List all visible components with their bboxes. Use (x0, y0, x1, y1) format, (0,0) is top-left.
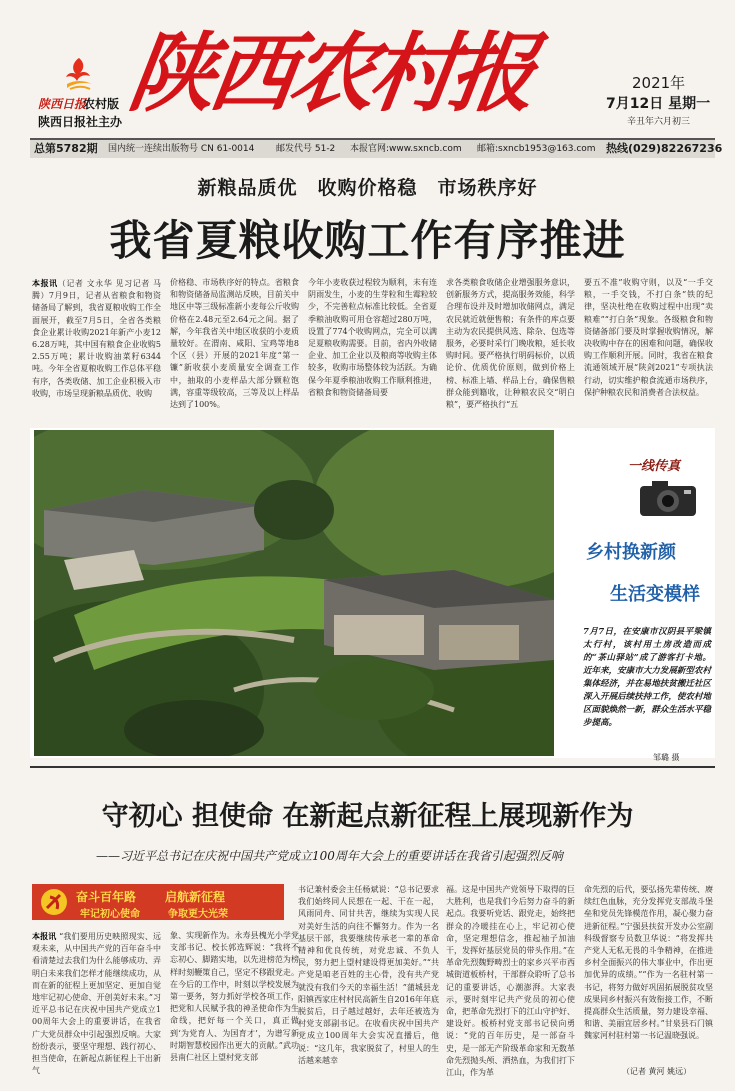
photo-tag: 一线传真 (628, 459, 681, 474)
date-lunar: 辛丑年六月初三 (627, 117, 691, 127)
second-column-4: 福。这是中国共产党领导下取得的巨大胜利，也是我们今后努力奋斗的新起点。我要听党话、跟党走，始终把群众的冷暖挂在心上，牢记初心使命，坚定理想信念，推起袖子加油干，发挥好基层党员的带头作用。”在革命先烈魏野畴烈士的家乡兴平市西城街道板桥村，干部群众聆听了总书记的重要讲话，心潮澎湃。大家表示，要时刻牢记共产党员的初心使命，把革命先烈打下的江山守护好、建设好。板桥村党支部书记侯向勇说：“党的百年历史，是一部奋斗史，是一部无产阶级革命家和无数革命先烈抛头颅、洒热血，为我们打下江山，作为革 (446, 885, 575, 1078)
photo-credit: 邹璐 摄 (653, 753, 680, 762)
lead-byline: （记者 文永华 见习记者 马腾） (32, 279, 161, 301)
postal-code: 邮发代号 51-2 (276, 144, 336, 154)
banner-left-line-1: 奋斗百年路 (76, 890, 137, 904)
lead-column-3: 今年小麦收获过程较为顺利，未有连阴雨发生，小麦的生芽粒和生霉粒较少，不完善粒点标准比较低。全省夏季粮油收购可用仓容超过280万吨，设置了774个收购网点，完全可以满足夏粮收购需要。目前，省内外收储企业、加工企业以及粮商等收购主体较多，收购市场整体较为活跃。为确保今年夏季粮油收购工作顺利推进，省粮食和物资储备局要 (308, 278, 437, 397)
newspaper-logo-icon (62, 56, 96, 92)
date-day: 7月12日 星期一 (606, 96, 711, 112)
publisher: 陕西日报社主办 (38, 115, 123, 129)
banner-right-line-2: 争取更大光荣 (168, 909, 228, 920)
second-dateline: 本报讯 (32, 931, 57, 941)
brand-script: 陕西日报 (38, 97, 87, 111)
second-column-3: 书记兼村委会主任杨斌说：“总书记要求我们始终同人民想在一起、干在一起，风雨同舟、同甘共苦，继续为实现人民对美好生活的向往不懈努力。作为一名基层干部，我要继续传承老一辈的革命精神和优良传统，对党忠诚、不负人民，努力把上望村建设得更加美好。”“共产党是咱老百姓的主心骨，没有共产党就没有我们今天的幸福生活！”蒲城县龙阳镇西家庄村村民高新生自2016年年底脱贫后，日子越过越好，去年还被选为村党支部副书记。在收看庆祝中国共产党成立100周年大会实况直播后，他说：“这几年，我家脱贫了，村里人的生活越来越幸 (298, 885, 439, 1065)
second-subhead: ——习近平总书记在庆祝中国共产党成立100周年大会上的重要讲话在我省引起强烈反响 (96, 849, 563, 863)
masthead (0, 0, 735, 140)
banner-left-line-2: 牢记初心使命 (80, 909, 140, 920)
series-banner (32, 884, 284, 920)
lead-col1-text: 7月9日，记者从省粮食和物资储备局了解到，我省夏粮收购工作全面展开，截至7月5日，全省各类粮食企业累计收购2021年新产小麦126.28万吨，其中国有粮食企业收购52.55万吨；累计收购油菜籽6344吨。今年全省夏粮收购工作总体平稳有序，各类收储、加工企业积极入市收购，市场呈现新粮品质优、收购 (32, 291, 161, 398)
edition-name: 农村版 (83, 97, 120, 111)
lead-kicker: 新粮品质优 收购价格稳 市场秩序好 (197, 177, 538, 199)
hotline: 热线(029)82267236 (606, 142, 723, 155)
lead-column-5: 要五不准”收购守则，以及“一手交粮，一手交钱，不打白条”铁的纪律，坚决杜绝在收购过程中出现“卖粮难”“打白条”现象。各级粮食和物资储备部门要及时掌握收购情况，解决收购中存在的困难和问题，确保收购工作顺利开展。同时，我省在粮食流通领域开展“陕剑2021”专项执法行动，切实维护粮食流通市场秩序，保护种粮农民和消费者合法权益。 (584, 278, 713, 397)
lead-dateline: 本报讯 (32, 278, 58, 288)
photo-headline-1: 乡村换新颜 (586, 542, 676, 563)
website: 本报官网:www.sxncb.com (350, 144, 462, 154)
second-col1-text: “我们要用历史映照现实、远观未来，从中国共产党的百年奋斗中看清楚过去我们为什么能够成功、弄明白未来我们怎样才能继续成功，从而在新的征程上更加坚定、更加自觉地牢记初心使命、开创美好未来。”习近平总书记在庆祝中国共产党成立100周年大会上的重要讲话，在我省广大党员群众中引起强烈反响。大家纷纷表示，要坚守理想、践行初心、担当使命，在新起点新征程上干出新气 (32, 932, 161, 1076)
village-aerial-photo (34, 430, 554, 756)
party-emblem-icon (40, 888, 68, 916)
lead-column-2: 价格稳、市场秩序好的特点。省粮食和物资储备局监测站反映，目前关中地区中等三级标准新小麦每公斤收购价格在2.48元至2.64元之间。据了解，今年我省关中地区收获的小麦质量较好。在渭南、咸阳、宝鸡等地8个区（县）开展的2021年度“第一镰”新收获小麦质量安全调查工作中，抽取的小麦样品大部分颗粒饱满，容重等级较高，三等及以上样品达到了100%。 (170, 278, 299, 410)
paper-title: 陕西农村报 (122, 23, 538, 124)
lead-column-1 (32, 277, 161, 421)
cn-number: 国内统一连续出版物号 CN 61-0014 (108, 144, 255, 154)
banner-right-line-1: 启航新征程 (165, 890, 226, 904)
camera-icon (638, 478, 698, 518)
photo-headline-2: 生活变模样 (610, 584, 700, 605)
issue-number: 总第5782期 (34, 142, 98, 155)
second-column-2: 象、实现新作为。永寿县槐光小学党支部书记、校长郭选辉说：“我将不忘初心、脚踏实地，以先进榜范为榜样时刻鞭策自己，坚定不移跟党走。在今后的工作中，时刻以学校发展为第一要务，努力抓好学校各项工作，把党和人民赋予我的神圣使命作为生命线，把好每一个关口，真正做到‘为党育人、为国育才’，为谱写新时期智慧校园作出更大的贡献。”武功县南仁社区上望村党支部 (170, 931, 299, 1063)
second-column-1 (32, 930, 161, 1080)
divider (30, 766, 715, 768)
lead-column-4: 求各类粮食收储企业增强服务意识，创新服务方式，提高服务效能，科学合理布设并及时增加收储网点，满足农民就近就便售粮；有条件的库点要主动为农民提供风选、除杂、包选等服务，必要时采行门晚收粮，延长收购时间。要严格执行明码标价，以质论价、优质优价原则，做到价格上榜、标准上墙、样品上台，确保售粮群众能到籍收，让种粮农民交“明白粮”，要严格执行“五 (446, 278, 575, 410)
email: 邮箱:sxncb1953@163.com (477, 144, 596, 154)
second-column-5: 命先烈的后代，要弘扬先辈传统、赓续红色血脉，充分发挥党支部战斗堡垒和党员先锋模范作用，凝心聚力奋进新征程。”宁强县扶贫开发办公室副科级督察专员数卫华说：“将发挥共产党人无私无畏的斗争精神，在推进乡村全面振兴的伟大事业中，作出更加优异的成绩。”“作为一名驻村第一书记，将努力做好巩固拓展脱贫攻坚成果同乡村振兴有效衔接工作，不断提高群众生活质量，努力建设幸福、和谐、美丽宜居乡村。”甘泉县石门镇魏家河村驻村第一书记温晓强说。 (584, 885, 713, 1041)
date-year: 2021年 (632, 74, 686, 92)
second-headline: 守初心 担使命 在新起点新征程上展现新作为 (101, 801, 634, 832)
lead-headline: 我省夏粮收购工作有序推进 (109, 216, 626, 265)
photo-caption: 7月7日，在安康市汉阴县平梁镇太行村，该村用土房改造而成的“茶山驿站”成了游客打卡地。近年来，安康市大力发展新型农村集体经济，并在易地扶贫搬迁社区深入开展后续扶持工作，使农村地区面貌焕然一新，群众生活水平稳步提高。 (583, 627, 711, 728)
second-byline: （记者 黄河 姚远） (622, 1067, 692, 1076)
info-strip (30, 138, 723, 158)
